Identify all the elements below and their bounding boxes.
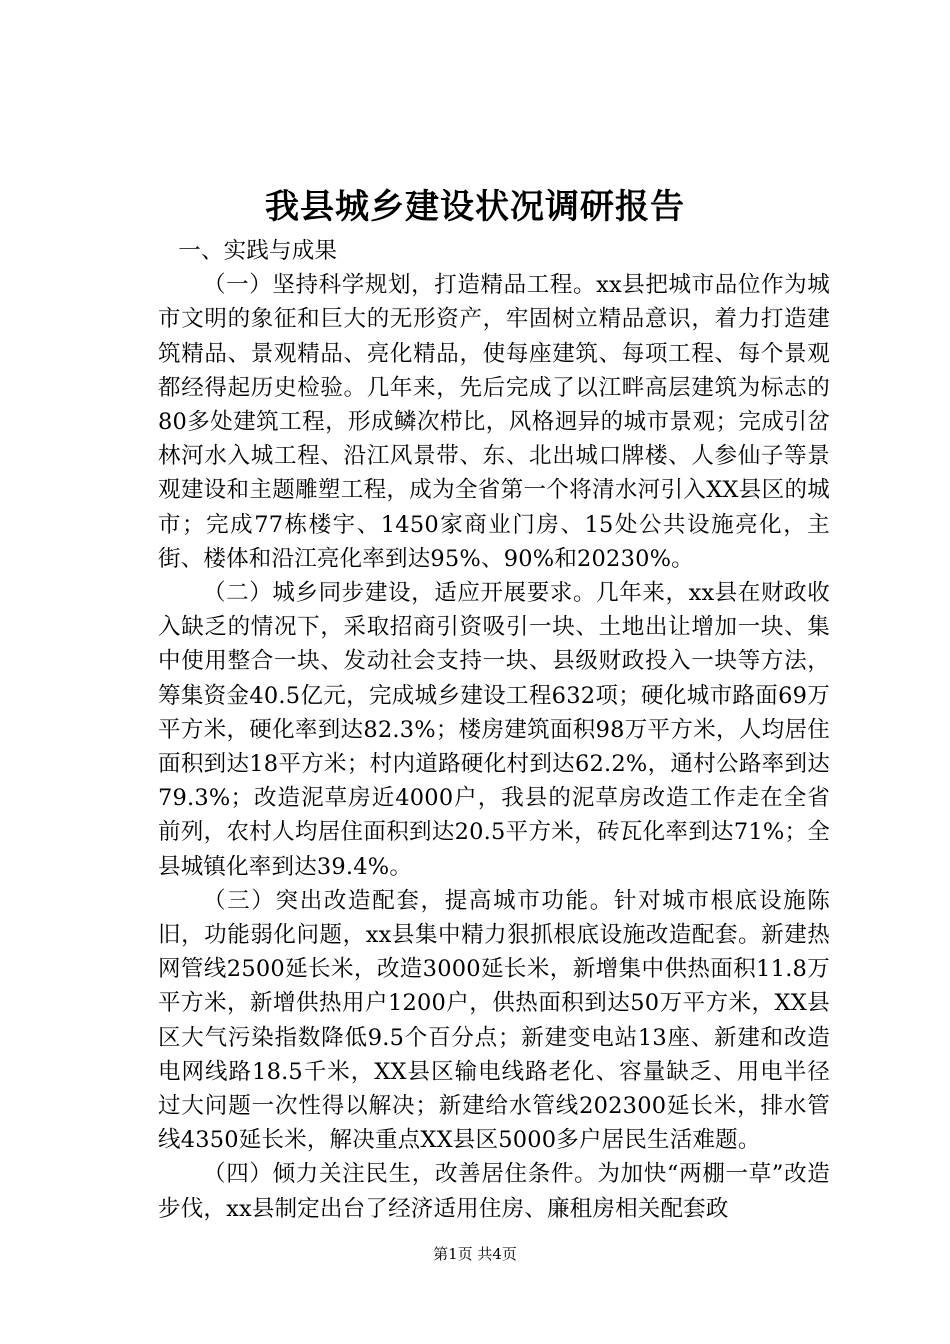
paragraph-2: （二）城乡同步建设，适应开展要求。几年来，xx县在财政收入缺乏的情况下，采取招商引资吸引一块、土地出让增加一块、集中使用整合一块、发动社会支持一块、县级财政投入一块等方法，筹集资金40.5亿元，完成城乡建设工程632项；硬化城市路面69万平方米，硬化率到达82.3%；楼房建筑面积98万平方米，人均居住面积到达18平方米；村内道路硬化村到达62.2%，通村公路率到达79.3%；改造泥草房近4000户，我县的泥草房改造工作走在全省前列，农村人均居住面积到达20.5平方米，砖瓦化率到达71%；全县城镇化率到达39.4%。: [158, 580, 830, 880]
paragraph-1: （一）坚持科学规划，打造精品工程。xx县把城市品位作为城市文明的象征和巨大的无形资产，牢固树立精品意识，着力打造建筑精品、景观精品、亮化精品，使每座建筑、每项工程、每个景观都经得起历史检验。几年来，先后完成了以江畔高层建筑为标志的80多处建筑工程，形成鳞次栉比，风格迥异的城市景观；完成引岔林河水入城工程、沿江风景带、东、北出城口牌楼、人参仙子等景观建设和主题雕塑工程，成为全省第一个将清水河引入XX县区的城市；完成77栋楼宇、1450家商业门房、15处公共设施亮化，主街、楼体和沿江亮化率到达95%、90%和20230%。: [158, 272, 830, 572]
page-footer: 第1页 共4页: [433, 1245, 517, 1263]
document-title: 我县城乡建设状况调研报告: [265, 187, 685, 227]
paragraph-4: （四）倾力关注民生，改善居住条件。为加快“两棚一草”改造步伐，xx县制定出台了经济适用住房、廉租房相关配套政: [158, 1161, 830, 1222]
document-body: [158, 234, 830, 1226]
section-heading: 一、实践与成果: [178, 238, 338, 264]
paragraph-3: （三）突出改造配套，提高城市功能。针对城市根底设施陈旧，功能弱化问题，xx县集中精力狠抓根底设施改造配套。新建热网管线2500延长米，改造3000延长米，新增集中供热面积11.8万平方米，新增供热用户1200户，供热面积到达50万平方米，XX县区大气污染指数降低9.5个百分点；新建变电站13座、新建和改造电网线路18.5千米，XX县区输电线路老化、容量缺乏、用电半径过大问题一次性得以解决；新建给水管线202300延长米，排水管线4350延长米，解决重点XX县区5000多户居民生活难题。: [158, 887, 830, 1154]
